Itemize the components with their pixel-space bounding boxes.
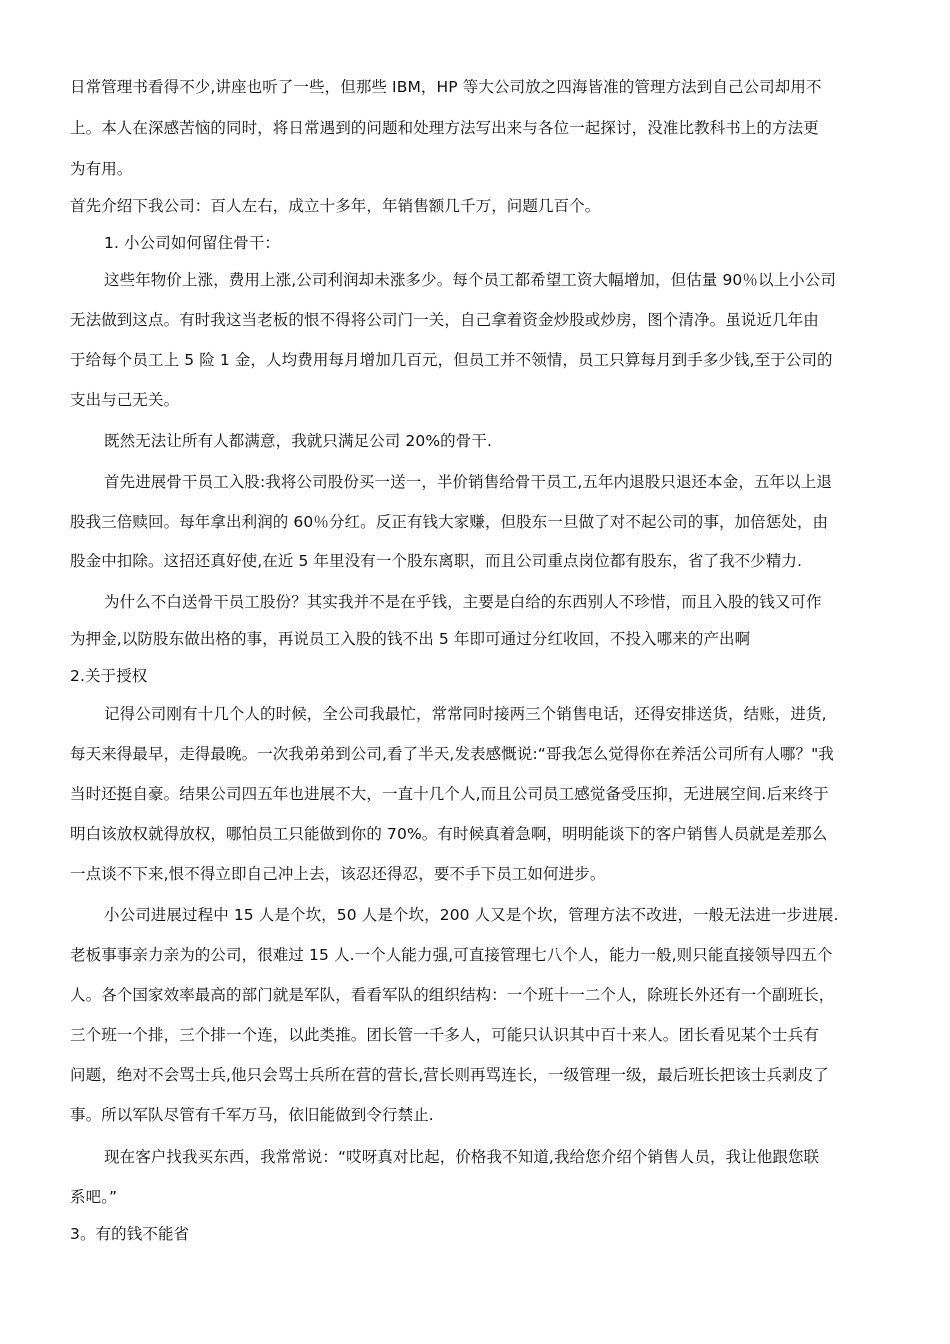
- text-line: 记得公司刚有十几个人的时候，全公司我最忙，常常同时接两三个销售电话，还得安排送货，结账，进货,: [104, 705, 827, 723]
- text-line: 为有用。: [70, 160, 133, 178]
- text-line: 支出与己无关。: [70, 391, 180, 409]
- text-line: 股我三倍赎回。每年拿出利润的 60％分红。反正有钱大家赚，但股东一旦做了对不起公司的事，加倍惩处，由: [70, 513, 829, 531]
- section-heading-text: 1. 小公司如何留住骨干：: [104, 234, 281, 252]
- section-heading-text: 2.关于授权: [70, 667, 148, 685]
- text-line: 日常管理书看得不少,讲座也听了一些，但那些 IBM，HP 等大公司放之四海皆准的管理方法到自己公司却用不: [70, 78, 822, 96]
- text-line: 问题，绝对不会骂士兵,他只会骂士兵所在营的营长,营长则再骂连长，一级管理一级，最后班长把该士兵剥皮了: [70, 1066, 829, 1084]
- text-line: 无法做到这点。有时我这当老板的恨不得将公司门一关，自己拿着资金炒股或炒房，图个清净。虽说近几年由: [70, 311, 819, 329]
- text-line: 一点谈不下来,恨不得立即自己冲上去，该忍还得忍，要不手下员工如何进步。: [70, 865, 606, 883]
- text-line: 事。所以军队尽管有千军万马，依旧能做到令行禁止.: [70, 1106, 434, 1124]
- text-line: 首先进展骨干员工入股:我将公司股份买一送一，半价销售给骨干员工,五年内退股只退还本金，五年以上退: [104, 473, 832, 491]
- text-line: 上。本人在深感苦恼的同时，将日常遇到的问题和处理方法写出来与各位一起探讨，没准比教科书上的方法更: [70, 119, 819, 137]
- text-line: 人。各个国家效率最高的部门就是军队，看看军队的组织结构：一个班十一二个人，除班长外还有一个副班长，: [70, 986, 835, 1004]
- text-line: 三个班一个排，三个排一个连，以此类推。团长管一千多人，可能只认识其中百十来人。团长看见某个士兵有: [70, 1026, 819, 1044]
- text-line: 为押金,以防股东做出格的事，再说员工入股的钱不出 5 年即可通过分红收回，不投入哪来的产出啊: [70, 630, 751, 648]
- text-line: 首先介绍下我公司：百人左右，成立十多年，年销售额几千万，问题几百个。: [70, 197, 601, 215]
- text-line: 于给每个员工上 5 险 1 金，人均费用每月增加几百元，但员工并不领情，员工只算每月到手多少钱,至于公司的: [70, 351, 833, 369]
- text-line: 为什么不白送骨干员工股份？其实我并不是在乎钱，主要是白给的东西别人不珍惜，而且入股的钱又可作: [104, 593, 822, 611]
- text-line: 老板事事亲力亲为的公司，很难过 15 人.一个人能力强,可直接管理七八个人，能力一般,则只能直接领导四五个: [70, 946, 833, 964]
- text-line: 系吧。”: [70, 1188, 118, 1206]
- text-line: 现在客户找我买东西，我常常说：“哎呀真对比起，价格我不知道,我给您介绍个销售人员，我让他跟您联: [104, 1148, 820, 1166]
- text-line: 每天来得最早，走得最晚。一次我弟弟到公司,看了半天,发表感慨说:“哥我怎么觉得你在养活公司所有人哪？"我: [70, 745, 834, 763]
- text-line: 当时还挺自豪。结果公司四五年也进展不大，一直十几个人,而且公司员工感觉备受压抑，无进展空间.后来终于: [70, 785, 829, 803]
- text-line: 股金中扣除。这招还真好使,在近 5 年里没有一个股东离职，而且公司重点岗位都有股东，省了我不少精力.: [70, 552, 803, 570]
- text-line: 小公司进展过程中 15 人是个坎，50 人是个坎，200 人又是个坎，管理方法不改进，一般无法进一步进展.: [104, 906, 839, 924]
- text-line: 明白该放权就得放权，哪怕员工只能做到你的 70%。有时候真着急啊，明明能谈下的客户销售人员就是差那么: [70, 825, 828, 843]
- section-heading-text: 3。有的钱不能省: [70, 1225, 190, 1243]
- text-line: 既然无法让所有人都满意，我就只满足公司 20%的骨干.: [104, 432, 493, 450]
- text-line: 这些年物价上涨，费用上涨,公司利润却未涨多少。每个员工都希望工资大幅增加，但估量 90％以上小公司: [104, 271, 836, 289]
